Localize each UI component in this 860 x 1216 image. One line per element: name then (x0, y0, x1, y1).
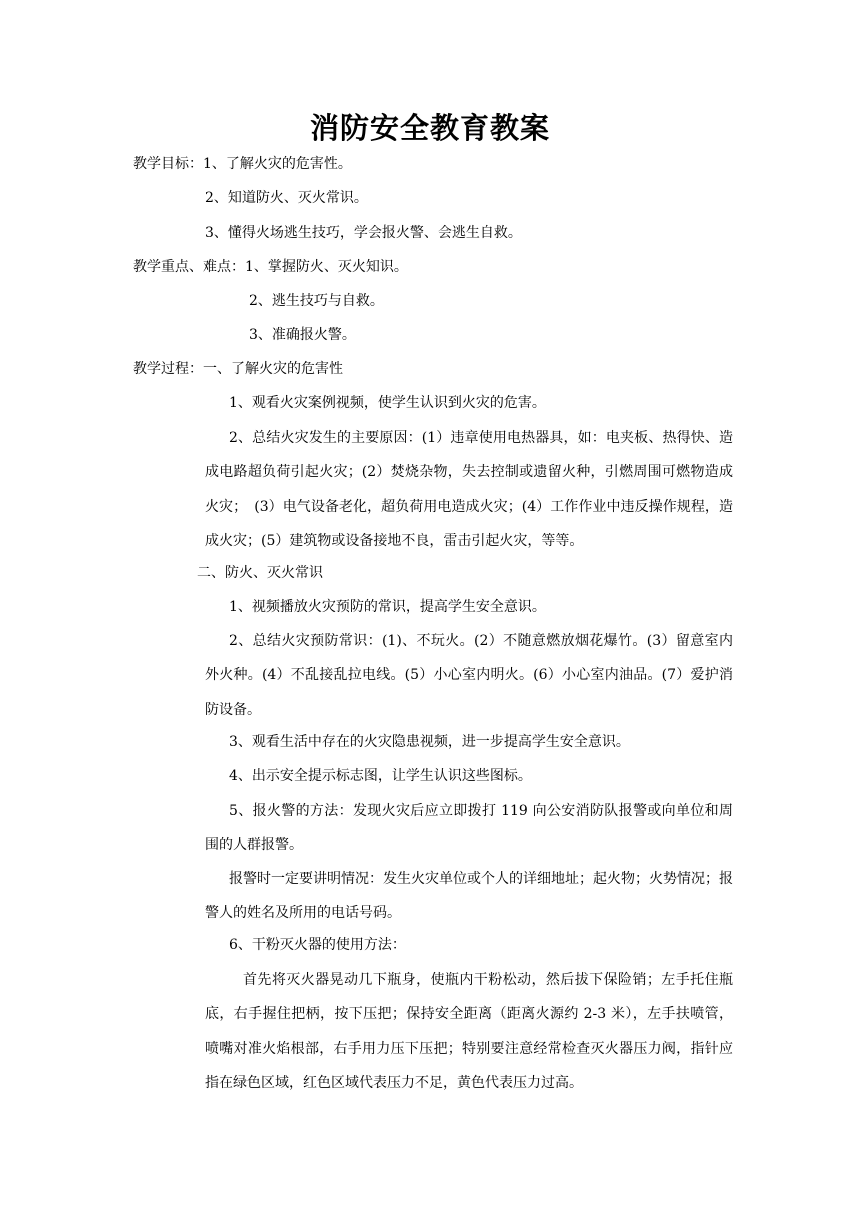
key-points-label: 教学重点、难点： (133, 259, 245, 275)
section-heading: 二、防火、灭火常识 (197, 565, 323, 581)
objective-item: 2、知道防火、灭火常识。 (205, 190, 368, 206)
key-points-row (133, 257, 408, 277)
paragraph: 6、干粉灭火器的使用方法： (229, 937, 406, 953)
objective-item: 1、了解火灾的危害性。 (203, 156, 352, 172)
section-heading: 一、了解火灾的危害性 (203, 361, 343, 377)
key-point-item: 2、逃生技巧与自救。 (249, 293, 384, 309)
key-point-item: 1、掌握防火、灭火知识。 (245, 259, 408, 275)
paragraph: 1、观看火灾案例视频，使学生认识到火灾的危害。 (229, 395, 546, 411)
paragraph: 4、出示安全提示标志图，让学生认识这些图标。 (229, 768, 532, 784)
process-row (133, 359, 343, 379)
process-label: 教学过程： (133, 361, 203, 377)
paragraph: 首先将灭火器晃动几下瓶身，使瓶内干粉松动，然后拔下保险销；左手托住瓶底，右手握住把柄，按下压把；保持安全距离（距离火源约 2-3 米），左手扶喷管，喷嘴对准火焰根部，右手用力压下压把；特别要注意经常检查灭火器压力阀，指针应指在绿色区域，红色区域代表压力不足，黄色代表压力过高。 (205, 972, 733, 1091)
paragraph: 5、报火警的方法：发现火灾后应立即拨打 119 向公安消防队报警或向单位和周围的人群报警。 (205, 803, 733, 854)
objectives-label: 教学目标： (133, 156, 203, 172)
paragraph: 2、总结火灾发生的主要原因：(1）违章使用电热器具，如：电夹板、热得快、造成电路超负荷引起火灾；(2）焚烧杂物，失去控制或遗留火种，引燃周围可燃物造成火灾； (3）电气设备老化，超负荷用电造成火灾；(4）工作作业中违反操作规程，造成火灾；(5）建筑物或设备接地不良，雷击引起火灾，等等。 (205, 430, 733, 549)
paragraph: 2、总结火灾预防常识：(1)、不玩火。(2）不随意燃放烟花爆竹。(3）留意室内外火种。(4）不乱接乱拉电线。(5）小心室内明火。(6）小心室内油品。(7）爱护消防设备。 (205, 633, 733, 718)
paragraph: 1、视频播放火灾预防的常识，提高学生安全意识。 (229, 599, 546, 615)
objective-item: 3、懂得火场逃生技巧，学会报火警、会逃生自救。 (205, 225, 522, 241)
page-title: 消防安全教育教案 (309, 111, 550, 145)
paragraph: 报警时一定要讲明情况：发生火灾单位或个人的详细地址；起火物；火势情况；报警人的姓名及所用的电话号码。 (205, 871, 733, 922)
key-point-item: 3、准确报火警。 (249, 327, 356, 343)
paragraph: 3、观看生活中存在的火灾隐患视频，进一步提高学生安全意识。 (229, 734, 630, 750)
objectives-row (133, 154, 352, 174)
